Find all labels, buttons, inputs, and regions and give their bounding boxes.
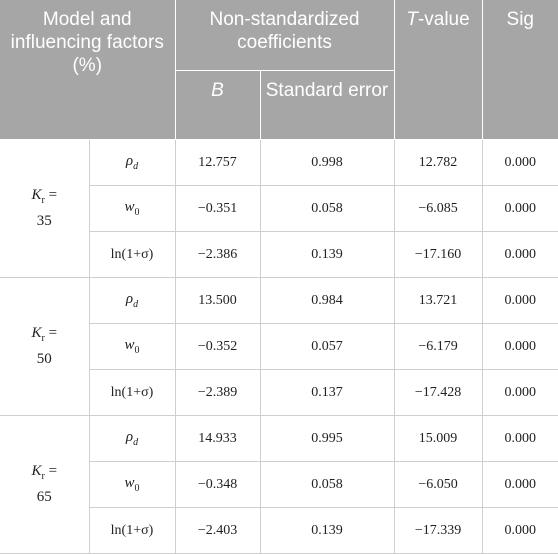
factor-cell: $w_0$	[89, 462, 175, 508]
t-value-header	[394, 0, 482, 140]
b-cell: 13.500	[175, 278, 260, 324]
sig-cell: 0.000	[482, 232, 558, 278]
factor-cell: ln(1+σ)	[89, 508, 175, 554]
model-factors-header: Model and influencing factors (%)	[0, 0, 175, 140]
stderr-cell: 0.137	[260, 370, 394, 416]
b-cell: −0.348	[175, 462, 260, 508]
kr-group-label: $K_r$ = 50	[0, 278, 89, 416]
sig-cell: 0.000	[482, 186, 558, 232]
b-cell: −0.352	[175, 324, 260, 370]
factor-cell: $w_0$	[89, 186, 175, 232]
t-cell: −6.050	[394, 462, 482, 508]
table-row	[0, 140, 558, 186]
t-value-header-rest: -value	[417, 9, 470, 30]
table-row	[0, 416, 558, 462]
b-cell: −2.386	[175, 232, 260, 278]
t-cell: 15.009	[394, 416, 482, 462]
nonstandardized-coefficients-header: Non-standardized coefficients	[175, 0, 394, 71]
kr-group-label: $K_r$ = 35	[0, 140, 89, 278]
b-cell: 14.933	[175, 416, 260, 462]
factor-cell: ln(1+σ)	[89, 370, 175, 416]
sig-cell: 0.000	[482, 508, 558, 554]
stderr-cell: 0.995	[260, 416, 394, 462]
t-cell: −17.339	[394, 508, 482, 554]
b-header: B	[175, 71, 260, 140]
b-cell: −2.403	[175, 508, 260, 554]
b-cell: −0.351	[175, 186, 260, 232]
table-body	[0, 140, 558, 554]
sig-cell: 0.000	[482, 140, 558, 186]
table-header	[0, 0, 558, 140]
factor-cell: $\rho_d$	[89, 278, 175, 324]
factor-cell: $\rho_d$	[89, 140, 175, 186]
sig-cell: 0.000	[482, 324, 558, 370]
kr-group-label: $K_r$ = 65	[0, 416, 89, 554]
factor-cell: ln(1+σ)	[89, 232, 175, 278]
t-cell: −6.085	[394, 186, 482, 232]
stderr-cell: 0.139	[260, 508, 394, 554]
table-row	[0, 278, 558, 324]
t-cell: −17.160	[394, 232, 482, 278]
sig-header: Sig	[482, 0, 558, 140]
t-cell: −6.179	[394, 324, 482, 370]
t-value-header-t: T	[406, 9, 418, 30]
b-cell: 12.757	[175, 140, 260, 186]
sig-cell: 0.000	[482, 370, 558, 416]
t-cell: 12.782	[394, 140, 482, 186]
stderr-cell: 0.057	[260, 324, 394, 370]
t-cell: −17.428	[394, 370, 482, 416]
stderr-cell: 0.998	[260, 140, 394, 186]
sig-cell: 0.000	[482, 462, 558, 508]
stderr-cell: 0.058	[260, 462, 394, 508]
sig-cell: 0.000	[482, 416, 558, 462]
standard-error-header: Standard error	[260, 71, 394, 140]
b-cell: −2.389	[175, 370, 260, 416]
factor-cell: $w_0$	[89, 324, 175, 370]
stderr-cell: 0.984	[260, 278, 394, 324]
stderr-cell: 0.058	[260, 186, 394, 232]
factor-cell: $\rho_d$	[89, 416, 175, 462]
t-cell: 13.721	[394, 278, 482, 324]
sig-cell: 0.000	[482, 278, 558, 324]
stderr-cell: 0.139	[260, 232, 394, 278]
